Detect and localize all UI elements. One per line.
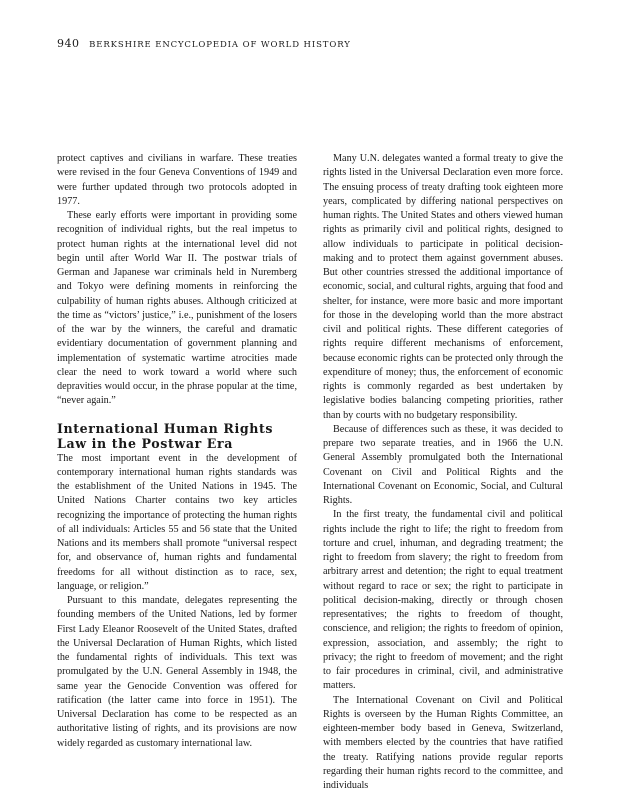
running-head bbox=[57, 37, 351, 50]
page-number: 940 bbox=[57, 37, 80, 50]
body-paragraph: In the first treaty, the fundamental civil and political rights include the right to life; the right to freedom from torture and cruel, inhuman, and degrading treatment; the right to freedom from slavery; the right to freedom from arbitrary arrest and detention; the right to equal treatment without regard to race or sex; the right to participate in political decision-making, directly or through chosen representatives; the rights to freedom of thought, conscience, and religion; the rights to freedom of opinion, expression, association, and assembly; the right to privacy; the right to freedom of movement; and the right to fair procedures in criminal, civil, and administrative matters. bbox=[323, 509, 563, 692]
body-paragraph: The International Covenant on Civil and Political Rights is overseen by the Human Rights Committee, an eighteen-member body based in Geneva, Switzerland, with members elected by the countries that have ratified the treaty. Ratifying nations provide regular reports regarding their human rights record to the committee, and individuals bbox=[323, 694, 563, 791]
body-paragraph: The most important event in the development of contemporary international human rights standards was the establishment of the United Nations in 1945. The United Nations Charter contains two key articles recognizing the importance of protecting the human rights of all individuals: Articles 55 and 56 state that the United Nations and its members shall promote “universal respect for, and observance of, human rights and fundamental freedoms for all without distinction as to race, sex, language, or religion.” bbox=[57, 452, 297, 592]
body-paragraph: protect captives and civilians in warfare. These treaties were revised in the four Geneva Conventions of 1949 and were further updated through two protocols adopted in 1977. bbox=[57, 153, 297, 207]
body-paragraph: Because of differences such as these, it was decided to prepare two separate treaties, and in 1966 the U.N. General Assembly promulgated both the International Covenant on Civil and Political Rights and the International Covenant on Economic, Social, and Cultural Rights. bbox=[323, 423, 563, 506]
section-heading: International Human Rights Law in the Postwar Era bbox=[57, 420, 274, 451]
right-column bbox=[323, 152, 563, 793]
body-paragraph: These early efforts were important in providing some recognition of individual rights, but the real impetus to protect human rights at the international level did not begin until after World War II. The postwar trials of German and Japanese war criminals held in Nuremberg and Tokyo were defining moments in reinforcing the culpability of human rights abuses. Although criticized at the time as “victors’ justice,” i.e., punishment of the losers of the war by the winners, the careful and dramatic evidentiary documentation of government planning and implementation of systematic wartime atrocities made clear the need to work toward a world where such depravities would occur, in the phrase popular at the time, “never again.” bbox=[57, 210, 297, 407]
body-paragraph: Many U.N. delegates wanted a formal treaty to give the rights listed in the Universal Declaration even more force. The ensuing process of treaty drafting took eighteen more years, complicated by differing national perspectives on human rights. The United States and others viewed human rights as primarily civil and political rights, designed to allow individuals to participate in political decision-making and to protect them against government abuses. But other countries stressed the additional importance of economic, social, and cultural rights, arguing that food and shelter, for instance, were more basic and more important for those in the developing world than the more abstract civil and political rights. These different categories of rights require different mechanisms of enforcement, because economic rights can be protected only through the expenditure of money; thus, the enforcement of economic rights is commonly regarded as best undertaken by legislative bodies balancing competing priorities, rather than by courts with no budgetary responsibility. bbox=[323, 153, 564, 421]
publication-title: BERKSHIRE ENCYCLOPEDIA OF WORLD HISTORY bbox=[89, 40, 351, 50]
body-paragraph: Pursuant to this mandate, delegates representing the founding members of the United Nations, led by former First Lady Eleanor Roosevelt of the United States, drafted the Universal Declaration of Human Rights, which listed the fundamental rights of individuals. This text was promulgated by the U.N. General Assembly in 1948, the same year the Genocide Convention was offered for ratification (the latter came into force in 1951). The Universal Declaration has come to be respected as an authoritative listing of rights, and its provisions are now widely regarded as customary international law. bbox=[57, 595, 297, 749]
left-column bbox=[57, 152, 297, 751]
